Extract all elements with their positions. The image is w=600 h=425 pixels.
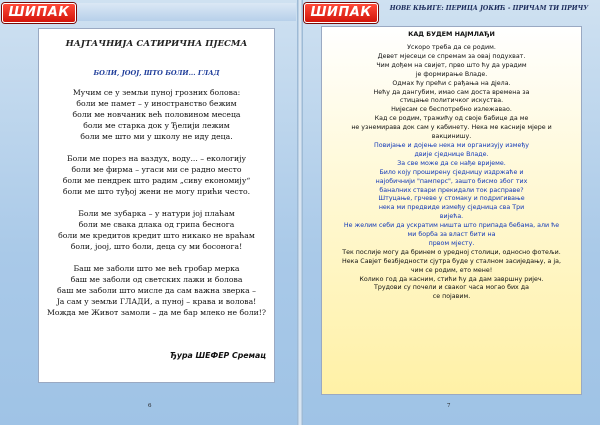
book-header: НОВЕ КЊИГЕ: ПЕРИЦА ЈОКИЋ - ПРИЧАМ ТИ ПРИЧУ [389, 5, 589, 12]
story-line: Ускоро треба да се родим. [407, 44, 496, 51]
right-page [300, 0, 600, 425]
poem-line: Баш ме заболи што ме већ гробар мерка [73, 264, 240, 273]
story-line: Одмах ћу прећи с рађања на дјела. [392, 79, 511, 87]
page-number-left: 6 [148, 403, 152, 409]
story-line: не узнемирава док сам у кабинету. Нека ме касније мјере и [351, 124, 552, 132]
poem-author: Ђура ШЕФЕР Сремац [170, 351, 266, 360]
poem-title: БОЛИ, ЈООЈ, ШТО БОЛИ... ГЛАД [93, 69, 220, 77]
poem-stanza [39, 87, 274, 142]
story-line: је формирање Владе. [415, 70, 488, 78]
poem-line: боли ме пендрек што радим „сиву економију“ [62, 176, 251, 185]
story-line: Тек послије могу да бринем о уредној столици, односно фотељи. [342, 248, 561, 256]
story-line: Нијесам се беспотребно излежавао. [391, 106, 512, 114]
story-line: Трудови су почели и сваког часа могао бих да [374, 284, 529, 292]
page-number-right: 7 [447, 403, 451, 409]
story-line: вакцинишу. [431, 133, 472, 141]
poem-line: Боли ме порез на ваздух, воду... – екологију [66, 154, 247, 163]
poem-line: боли ме фирма – угаси ми се радно место [71, 165, 242, 174]
poem-line: Ја сам у земљи ГЛАДИ, а пуној – крава и волова! [56, 297, 257, 306]
left-header-bar [76, 3, 296, 21]
poem-stanza [39, 208, 274, 252]
story-line: Нећу да дангубим, имао сам доста времена за [373, 88, 530, 96]
poem-line: боли ме старка док у Ђелији лежим [83, 121, 230, 130]
story-line: За све може да се нађе вријеме. [397, 159, 506, 167]
story-line: нека ми предвиде између сједница сва Три [378, 204, 525, 212]
poem-line: баш ме заболи што мисле да сам важна зверка – [57, 286, 256, 295]
poem-line: боли ме памет – у иностранство бежим [76, 99, 237, 108]
poem-line: боли ме што ми у школу не иду деца. [80, 132, 233, 141]
story-line: стицање политичког искуства. [399, 97, 504, 105]
story-line: Чим дођем на свијет, прво што ћу да урадим [376, 61, 527, 69]
story-line: чим се родим, ето мене! [410, 266, 493, 274]
magazine-logo-right: ШИПАК [304, 3, 378, 23]
story-line: Кад се родим, тражићу од своје бабице да ме [374, 115, 529, 123]
poem-line: боли ме свака длака од грипа беснога [78, 220, 235, 229]
poem-stanza [39, 153, 274, 197]
story-line: Повијање и дојење нека ми организују између [374, 141, 529, 149]
story-title: КАД БУДЕМ НАЈМЛАЂИ [408, 30, 495, 38]
poem-line: Боли ме зубарка – у натури јој плаћам [78, 209, 235, 218]
poem-line: баш ме заболи од светских лажи и болова [70, 275, 243, 284]
poem-line: боли ме кредитов кредит што никако не враћам [58, 231, 255, 240]
right-header [380, 2, 598, 24]
story-line: се појавим. [432, 293, 471, 301]
story-line: вијећа. [439, 213, 464, 221]
poem-heading: НАЈТАЧНИЈА САТИРИЧНА ПЈЕСМА [65, 39, 248, 49]
story-body [322, 44, 581, 302]
poem-line: боли ме што туђој жени не могу прићи често. [62, 187, 251, 196]
poem-line: Мучим се у земљи пуној грозних болова: [72, 88, 241, 97]
poem-line: боли ме новчаник већ половином месеца [72, 110, 241, 119]
story-line: Не желим себи да ускратим ништа што припада бебама, али ће [343, 222, 560, 230]
story-line: Колико год да касним, стићи ћу да дам завршну ријеч. [359, 275, 544, 283]
poem-stanza [39, 263, 274, 318]
story-line: двије сједнице Владе. [414, 150, 489, 158]
poem-box [38, 28, 275, 383]
poem-line: Можда ме Живот замоли – да ме бар млеко не боли!? [46, 308, 267, 317]
poem-line: боли, јоој, што боли, деца су ми босонога! [70, 242, 243, 251]
poem-body [39, 87, 274, 318]
story-line: ми борба за власт бити на [407, 231, 496, 239]
book-spine [297, 0, 303, 425]
story-line: баналних ствари прекидали ток расправе? [379, 186, 524, 194]
story-line: најобичнији "памперс", зашто бисмо због тих [375, 177, 528, 185]
story-line: првом мјесту. [428, 239, 475, 247]
story-box [321, 26, 582, 395]
story-line: Девет мјесеци се спремам за овај подухват. [377, 52, 526, 60]
story-line: Нека Савјет безбједности сјутра буде у сталном засиједању, а ја, [342, 257, 561, 265]
story-line: Било коју проширену сједницу издржаће и [379, 168, 524, 176]
magazine-logo: ШИПАК [2, 3, 76, 23]
story-line: Штуцање, грчеве у стомаку и подригивање [378, 195, 525, 203]
